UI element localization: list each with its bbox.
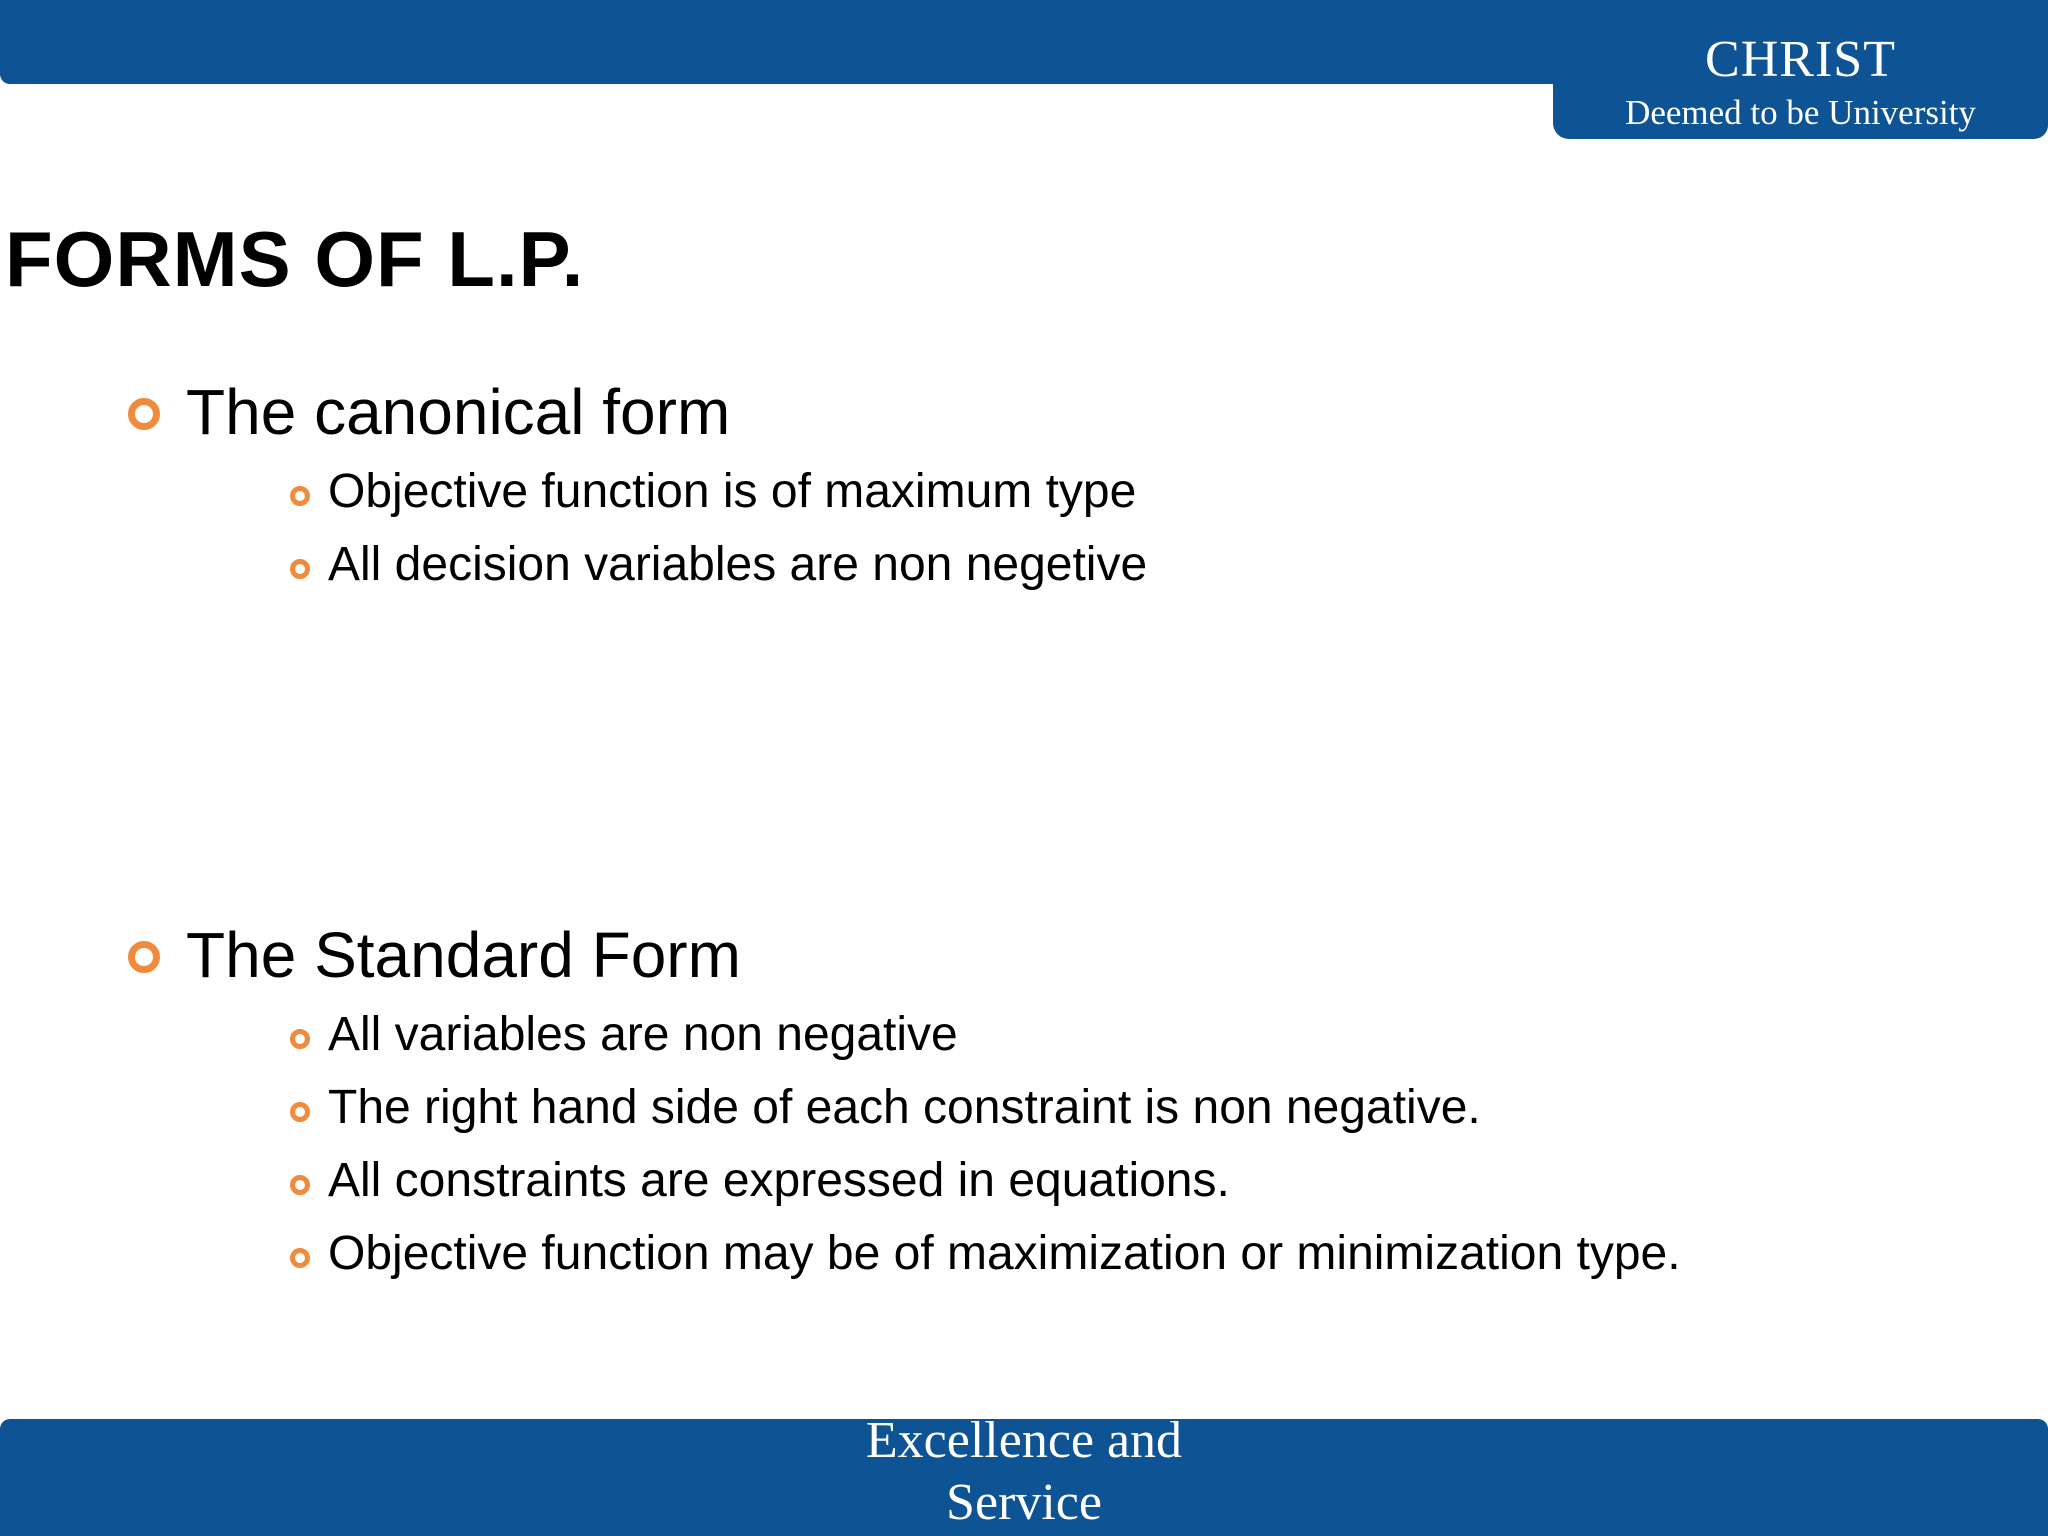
ring-bullet-icon: [290, 1029, 310, 1049]
section-heading-label: The Standard Form: [186, 919, 741, 991]
ring-bullet-icon: [290, 559, 310, 579]
logo-name: CHRIST: [1705, 31, 1896, 88]
ring-bullet-icon: [290, 1248, 310, 1268]
list-item-text: All constraints are expressed in equations.: [328, 1154, 1230, 1207]
slide-title: FORMS OF L.P.: [5, 215, 585, 303]
list-item-text: Objective function is of maximum type: [328, 465, 1137, 518]
ring-bullet-icon: [290, 1175, 310, 1195]
ring-bullet-icon: [128, 398, 160, 430]
ring-bullet-icon: [128, 941, 160, 973]
ring-bullet-icon: [290, 486, 310, 506]
list-item-text: The right hand side of each constraint is non negative.: [328, 1081, 1481, 1134]
ring-bullet-icon: [290, 1102, 310, 1122]
list-item-text: All decision variables are non negetive: [328, 538, 1148, 591]
logo-subtitle: Deemed to be University: [1625, 93, 1976, 132]
university-logo: [1553, 0, 2048, 139]
footer-motto-line1: Excellence and: [865, 1412, 1183, 1469]
footer-motto: [0, 1410, 2048, 1534]
list-item-text: Objective function may be of maximization or minimization type.: [328, 1227, 1681, 1280]
section-heading-label: The canonical form: [186, 376, 731, 448]
footer-motto-line2: Service: [946, 1474, 1102, 1531]
list-item-text: All variables are non negative: [328, 1008, 958, 1061]
